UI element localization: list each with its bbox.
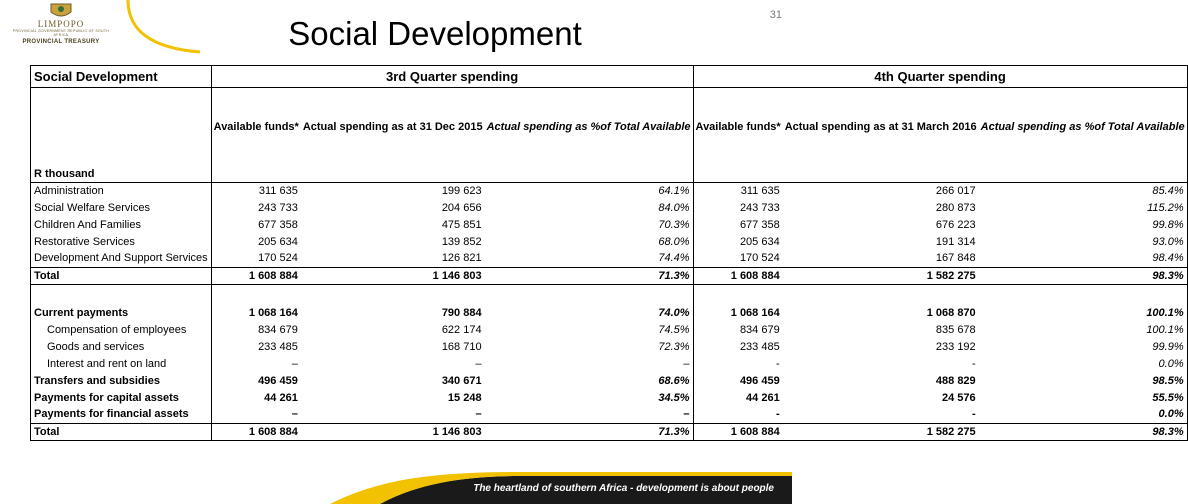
q4-pct-cell: 99.8% [979, 217, 1187, 234]
q4-pct-cell: 93.0% [979, 234, 1187, 251]
page-number: 31 [769, 9, 782, 21]
q4-available-cell: 205 634 [739, 235, 780, 248]
table-row [31, 339, 1188, 356]
q4-actual-cell: 24 576 [942, 391, 976, 404]
q3-pct-cell: 74.4% [485, 251, 693, 268]
total-q3-actual: 1 146 803 [301, 268, 485, 285]
q3-actual-cell: – [475, 357, 482, 370]
q4-available-cell: 834 679 [739, 323, 780, 336]
table-row [31, 251, 1188, 268]
page-title: Social Development [288, 15, 582, 52]
table-row [31, 356, 1188, 373]
total-q3-available: 1 608 884 [211, 424, 301, 441]
q4-available-cell: 311 635 [740, 184, 780, 197]
q4-actual-cell: 676 223 [935, 218, 976, 231]
q3-pct-cell: 74.5% [485, 322, 693, 339]
unit-label: R thousand [31, 166, 212, 183]
q4-actual-cell: 233 192 [935, 340, 976, 353]
q4-available-cell: 243 733 [739, 201, 780, 214]
q3-available-cell: – [291, 357, 298, 370]
spacer-row [31, 285, 1188, 305]
q3-actual-cell: 168 710 [441, 340, 482, 353]
q3-pct-cell: 70.3% [485, 217, 693, 234]
limpopo-logo [6, 2, 128, 52]
row-label: Goods and services [31, 339, 212, 356]
q3-pct-cell: – [485, 407, 693, 424]
q3-pct-cell: – [485, 356, 693, 373]
q4-actual-cell: 266 017 [935, 184, 976, 197]
row-label: Interest and rent on land [31, 356, 212, 373]
total-q3-actual: 1 146 803 [301, 424, 485, 441]
q3-actual-cell: 204 656 [441, 201, 482, 214]
table-row [31, 183, 1188, 200]
q4-actual-cell: - [972, 357, 976, 370]
table-row [31, 407, 1188, 424]
q3-actual-cell: 622 174 [441, 323, 482, 336]
q3-available-cell: 311 635 [258, 184, 298, 197]
row-label: Transfers and subsidies [31, 373, 212, 390]
q3-actual-cell: 475 851 [441, 218, 482, 231]
q4-actual-cell: 835 678 [935, 323, 976, 336]
q3-actual-cell: 15 248 [447, 391, 482, 404]
total-label: Total [31, 268, 212, 285]
q4-available-cell: 233 485 [739, 340, 780, 353]
q4-pct-cell: 100.1% [979, 305, 1187, 322]
q4-actual-cell: - [972, 408, 976, 421]
table-row [31, 390, 1188, 407]
q3-pct-cell: 34.5% [485, 390, 693, 407]
q4-available-cell: 677 358 [739, 218, 780, 231]
q3-actual-header: Actual spending as at 31 Dec 2015 [302, 120, 483, 133]
logo-department: PROVINCIAL TREASURY [22, 39, 100, 45]
q3-available-cell: 44 261 [264, 391, 298, 404]
total-q4-actual: 1 582 275 [783, 424, 979, 441]
q3-available-cell: 1 068 164 [248, 306, 298, 319]
row-label: Payments for financial assets [31, 407, 212, 424]
row-label: Development And Support Services [31, 251, 212, 268]
q4-pct-cell: 0.0% [979, 407, 1187, 424]
q3-available-cell: 233 485 [258, 340, 298, 353]
footer-tagline: The heartland of southern Africa - development is about people [473, 483, 774, 494]
q4-available-cell: 44 261 [746, 391, 780, 404]
row-label: Children And Families [31, 217, 212, 234]
logo-subtitle: PROVINCIAL GOVERNMENT REPUBLIC OF SOUTH AFRICA [12, 29, 110, 37]
total-q4-actual: 1 582 275 [783, 268, 979, 285]
q4-actual-cell: 167 848 [935, 252, 976, 265]
total-row-economic [31, 424, 1188, 441]
q3-available-cell: 205 634 [258, 235, 298, 248]
column-header-row [31, 88, 1188, 166]
q4-pct-cell: 0.0% [979, 356, 1187, 373]
logo-name: LIMPOPO [37, 19, 85, 29]
q3-group-header: 3rd Quarter spending [211, 66, 693, 88]
q3-pct-cell: 64.1% [485, 183, 693, 200]
q4-actual-header: Actual spending as at 31 March 2016 [784, 120, 977, 133]
q4-pct-cell: 55.5% [979, 390, 1187, 407]
total-q3-pct: 71.3% [485, 424, 693, 441]
q4-available-header: Available funds* [695, 120, 781, 133]
total-q4-pct: 98.3% [979, 424, 1187, 441]
total-q3-available: 1 608 884 [211, 268, 301, 285]
programme-rows [31, 183, 1188, 268]
q3-available-cell: 243 733 [258, 201, 298, 214]
table-row [31, 305, 1188, 322]
q4-pct-cell: 98.5% [979, 373, 1187, 390]
q3-actual-cell: – [475, 408, 482, 421]
q3-available-cell: 677 358 [258, 218, 298, 231]
q4-available-cell: 1 068 164 [730, 306, 780, 319]
q3-available-cell: 834 679 [258, 323, 298, 336]
row-label: Restorative Services [31, 234, 212, 251]
q3-actual-cell: 340 671 [441, 374, 482, 387]
table-row [31, 200, 1188, 217]
coat-of-arms-icon [46, 2, 76, 20]
q4-available-cell: 496 459 [739, 374, 780, 387]
table-title: Social Development [31, 66, 212, 88]
total-label: Total [31, 424, 212, 441]
q4-pct-header: Actual spending as %of Total Available [979, 88, 1187, 166]
row-label: Compensation of employees [31, 322, 212, 339]
unit-row [31, 166, 1188, 183]
header-blank [31, 88, 212, 166]
q4-actual-cell: 488 829 [935, 374, 976, 387]
q4-actual-cell: 191 314 [935, 235, 976, 248]
q3-pct-cell: 68.0% [485, 234, 693, 251]
q3-pct-header: Actual spending as %of Total Available [485, 88, 693, 166]
q4-available-cell: 170 524 [739, 252, 780, 265]
economic-rows [31, 305, 1188, 424]
q3-pct-cell: 84.0% [485, 200, 693, 217]
q3-available-cell: – [291, 408, 298, 421]
q3-actual-cell: 139 852 [441, 235, 482, 248]
row-label: Social Welfare Services [31, 200, 212, 217]
q3-pct-cell: 72.3% [485, 339, 693, 356]
q4-pct-cell: 99.9% [979, 339, 1187, 356]
q3-pct-cell: 68.6% [485, 373, 693, 390]
q4-actual-cell: 280 873 [935, 201, 976, 214]
q3-actual-cell: 790 884 [441, 306, 482, 319]
q4-available-cell: - [776, 357, 780, 370]
total-q4-available: 1 608 884 [693, 268, 783, 285]
q3-available-cell: 496 459 [258, 374, 298, 387]
table-row [31, 322, 1188, 339]
spending-table [30, 65, 1188, 441]
q3-available-header: Available funds* [213, 120, 299, 133]
row-label: Administration [31, 183, 212, 200]
total-row-programmes [31, 268, 1188, 285]
q3-pct-cell: 74.0% [485, 305, 693, 322]
total-q4-pct: 98.3% [979, 268, 1187, 285]
q4-pct-cell: 85.4% [979, 183, 1187, 200]
spending-table-container [30, 65, 1188, 441]
q4-available-cell: - [776, 408, 780, 421]
q3-actual-cell: 126 821 [441, 252, 482, 265]
total-q3-pct: 71.3% [485, 268, 693, 285]
q3-available-cell: 170 524 [258, 252, 298, 265]
q4-pct-cell: 100.1% [979, 322, 1187, 339]
q4-group-header: 4th Quarter spending [693, 66, 1187, 88]
row-label: Payments for capital assets [31, 390, 212, 407]
q4-actual-cell: 1 068 870 [926, 306, 976, 319]
row-label: Current payments [31, 305, 212, 322]
table-row [31, 234, 1188, 251]
q4-pct-cell: 115.2% [979, 200, 1187, 217]
q4-pct-cell: 98.4% [979, 251, 1187, 268]
table-row [31, 373, 1188, 390]
table-row [31, 217, 1188, 234]
group-header-row [31, 66, 1188, 88]
total-q4-available: 1 608 884 [693, 424, 783, 441]
q3-actual-cell: 199 623 [441, 184, 482, 197]
